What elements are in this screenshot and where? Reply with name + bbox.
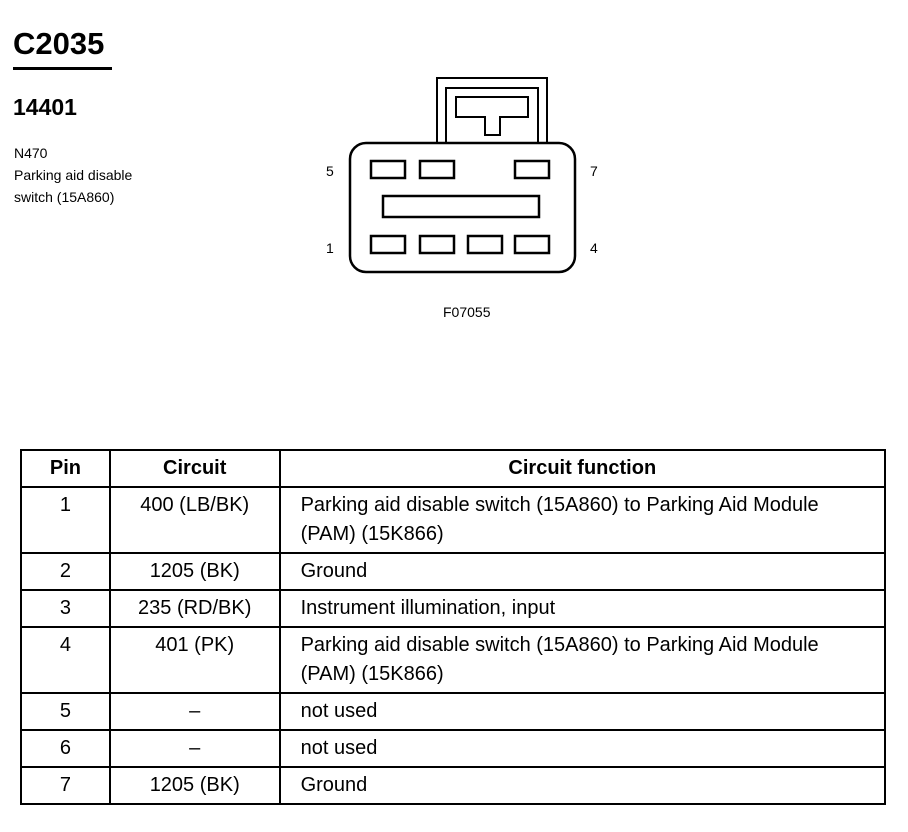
cell-pin: 6 bbox=[21, 730, 110, 767]
table-header-row bbox=[21, 450, 885, 487]
pin-table bbox=[20, 449, 886, 805]
cell-pin: 5 bbox=[21, 693, 110, 730]
connector-face-diagram bbox=[0, 0, 908, 340]
figure-id: F07055 bbox=[443, 304, 491, 320]
function-line: Parking aid disable switch (15A860) to Parking Aid Module bbox=[300, 494, 819, 516]
function-line: (PAM) (15K866) bbox=[300, 663, 444, 685]
function-line: Parking aid disable switch (15A860) to Parking Aid Module bbox=[300, 634, 819, 656]
function-line: Ground bbox=[300, 560, 368, 582]
header-circuit: Circuit bbox=[110, 450, 280, 487]
cell-pin: 2 bbox=[21, 553, 110, 590]
cell-circuit: 1205 (BK) bbox=[110, 767, 280, 804]
cell-circuit: – bbox=[110, 693, 280, 730]
function-line: (PAM) (15K866) bbox=[300, 523, 444, 545]
description-line-3: switch (15A860) bbox=[14, 189, 115, 205]
cell-function bbox=[280, 487, 885, 553]
cell-circuit: 1205 (BK) bbox=[110, 553, 280, 590]
header-pin: Pin bbox=[21, 450, 110, 487]
pin-label-4: 4 bbox=[590, 240, 598, 256]
table-row bbox=[21, 730, 885, 767]
connector-title: C2035 bbox=[13, 26, 105, 61]
cell-pin: 4 bbox=[21, 627, 110, 693]
description-line-1: N470 bbox=[14, 145, 48, 161]
function-line: not used bbox=[300, 737, 378, 759]
function-line: Ground bbox=[300, 774, 368, 796]
cell-function bbox=[280, 590, 885, 627]
description-line-2: Parking aid disable bbox=[14, 167, 133, 183]
cell-pin: 1 bbox=[21, 487, 110, 553]
cell-circuit: 235 (RD/BK) bbox=[110, 590, 280, 627]
cell-pin: 3 bbox=[21, 590, 110, 627]
locking-tab bbox=[437, 78, 547, 145]
pin-label-7: 7 bbox=[590, 163, 598, 179]
cell-function bbox=[280, 693, 885, 730]
function-line: Instrument illumination, input bbox=[300, 597, 556, 619]
cell-function bbox=[280, 730, 885, 767]
cell-circuit: 401 (PK) bbox=[110, 627, 280, 693]
cell-function bbox=[280, 627, 885, 693]
table-row bbox=[21, 553, 885, 590]
cell-circuit: 400 (LB/BK) bbox=[110, 487, 280, 553]
cell-circuit: – bbox=[110, 730, 280, 767]
table-row bbox=[21, 627, 885, 693]
pin-label-1: 1 bbox=[326, 240, 334, 256]
table-row bbox=[21, 767, 885, 804]
table-row bbox=[21, 487, 885, 553]
header-circuit-function: Circuit function bbox=[280, 450, 885, 487]
cell-function bbox=[280, 767, 885, 804]
cell-pin: 7 bbox=[21, 767, 110, 804]
function-line: not used bbox=[300, 700, 378, 722]
part-number: 14401 bbox=[13, 94, 77, 120]
table-row bbox=[21, 693, 885, 730]
cell-function bbox=[280, 553, 885, 590]
table-row bbox=[21, 590, 885, 627]
pin-label-5: 5 bbox=[326, 163, 334, 179]
